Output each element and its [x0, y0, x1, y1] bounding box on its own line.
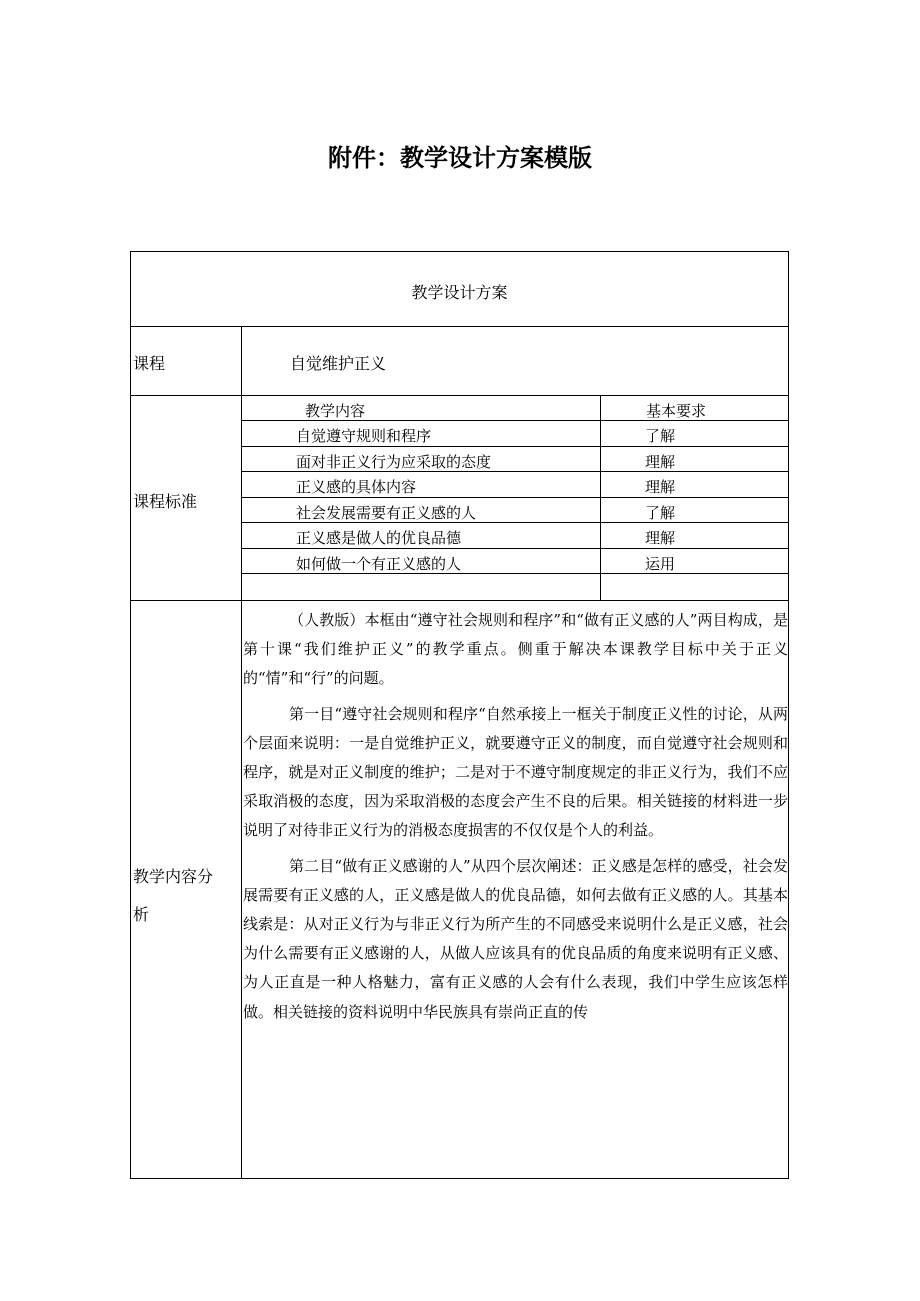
table-heading: 教学设计方案 [411, 283, 508, 302]
standard-requirement: 了解 [645, 504, 676, 522]
analysis-label-line1: 教学内容分 [133, 867, 214, 886]
column-header-content: 教学内容 [305, 402, 366, 420]
analysis-paragraph: 第二目“做有正义感谢的人”从四个层次阐述：正义感是怎样的感受，社会发展需要有正义感的人，正义感是做人的优良品德，如何去做有正义感的人。其基本线索是：从对正义行为与非正义行为所产生的不同感受来说明什么是正义感，社会为什么需要有正义感谢的人，从做人应该具有的优良品质的角度来说明有正义感、为人正直是一种人格魅力，富有正义感的人会有什么表现，我们中学生应该怎样做。相关链接的资料说明中华民族具有崇尚正直的传 [243, 856, 788, 1021]
document-title: 附件：教学设计方案模版 [328, 144, 592, 172]
subtable-column-divider [600, 395, 601, 600]
standard-content: 面对非正义行为应采取的态度 [296, 453, 492, 471]
standard-content: 正义感的具体内容 [296, 478, 417, 496]
standard-requirement: 理解 [645, 478, 676, 496]
standard-content: 正义感是做人的优良品德 [296, 529, 462, 547]
row-divider [130, 395, 789, 396]
row-divider [130, 600, 789, 601]
row-divider [130, 326, 789, 327]
analysis-label-line2: 析 [133, 905, 150, 924]
standard-requirement: 了解 [645, 427, 676, 445]
standard-content: 如何做一个有正义感的人 [296, 555, 462, 573]
column-divider [241, 326, 242, 1179]
column-header-requirement: 基本要求 [646, 402, 707, 420]
analysis-text [243, 606, 788, 1027]
analysis-paragraph: （人教版）本框由“遵守社会规则和程序”和“做有正义感的人”两目构成，是第十课“我们维护正义”的教学重点。侧重于解决本课教学目标中关于正义的“情”和“行”的问题。 [243, 611, 788, 688]
standard-requirement: 运用 [645, 555, 676, 573]
standards-label: 课程标准 [133, 492, 198, 511]
course-value: 自觉维护正义 [290, 354, 387, 373]
subtable-divider [241, 548, 789, 549]
subtable-divider [241, 497, 789, 498]
standard-requirement: 理解 [645, 529, 676, 547]
course-label: 课程 [133, 354, 166, 373]
standard-content: 自觉遵守规则和程序 [296, 427, 432, 445]
standard-requirement: 理解 [645, 453, 676, 471]
standard-content: 社会发展需要有正义感的人 [296, 504, 477, 522]
analysis-paragraph: 第一目“遵守社会规则和程序“自然承接上一框关于制度正义性的讨论，从两个层面来说明：一是自觉维护正义，就要遵守正义的制度，而自觉遵守社会规则和程序，就是对正义制度的维护；二是对于不遵守制度规定的非正义行为，我们不应采取消极的态度，因为采取消极的态度会产生不良的后果。相关链接的材料进一步说明了对待非正义行为的消极态度损害的不仅仅是个人的利益。 [243, 704, 788, 840]
subtable-divider [241, 446, 789, 447]
